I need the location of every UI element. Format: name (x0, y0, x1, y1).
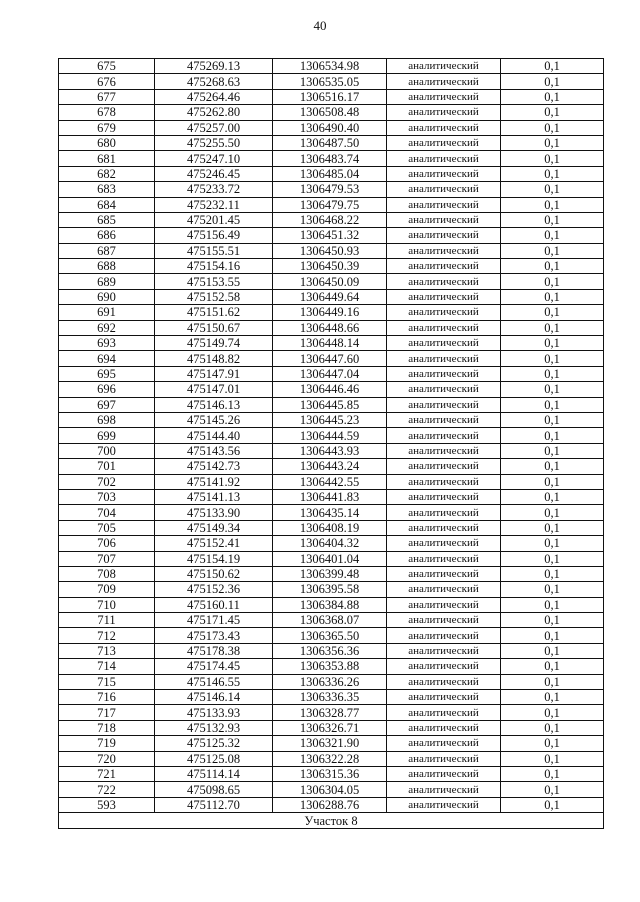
y-coordinate-cell: 1306447.60 (273, 351, 387, 366)
point-number-cell: 710 (59, 597, 155, 612)
accuracy-cell: 0,1 (501, 412, 604, 427)
accuracy-cell: 0,1 (501, 613, 604, 628)
method-cell: аналитический (387, 105, 501, 120)
point-number-cell: 721 (59, 766, 155, 781)
point-number-cell: 699 (59, 428, 155, 443)
point-number-cell: 706 (59, 536, 155, 551)
accuracy-cell: 0,1 (501, 59, 604, 74)
point-number-cell: 688 (59, 259, 155, 274)
y-coordinate-cell: 1306395.58 (273, 582, 387, 597)
point-number-cell: 715 (59, 674, 155, 689)
point-number-cell: 696 (59, 382, 155, 397)
y-coordinate-cell: 1306288.76 (273, 797, 387, 812)
x-coordinate-cell: 475255.50 (155, 135, 273, 150)
method-cell: аналитический (387, 320, 501, 335)
table-row (59, 597, 604, 612)
table-row (59, 259, 604, 274)
point-number-cell: 716 (59, 690, 155, 705)
y-coordinate-cell: 1306443.93 (273, 443, 387, 458)
y-coordinate-cell: 1306450.39 (273, 259, 387, 274)
y-coordinate-cell: 1306448.66 (273, 320, 387, 335)
accuracy-cell: 0,1 (501, 720, 604, 735)
table-row (59, 397, 604, 412)
point-number-cell: 695 (59, 366, 155, 381)
accuracy-cell: 0,1 (501, 120, 604, 135)
table-row (59, 536, 604, 551)
accuracy-cell: 0,1 (501, 582, 604, 597)
table-row (59, 797, 604, 812)
coordinates-table (58, 58, 604, 829)
accuracy-cell: 0,1 (501, 212, 604, 227)
y-coordinate-cell: 1306468.22 (273, 212, 387, 227)
table-row (59, 613, 604, 628)
table-row (59, 443, 604, 458)
method-cell: аналитический (387, 397, 501, 412)
point-number-cell: 685 (59, 212, 155, 227)
point-number-cell: 677 (59, 89, 155, 104)
x-coordinate-cell: 475155.51 (155, 243, 273, 258)
method-cell: аналитический (387, 228, 501, 243)
accuracy-cell: 0,1 (501, 151, 604, 166)
x-coordinate-cell: 475150.62 (155, 566, 273, 581)
point-number-cell: 678 (59, 105, 155, 120)
table-row (59, 628, 604, 643)
y-coordinate-cell: 1306368.07 (273, 613, 387, 628)
x-coordinate-cell: 475257.00 (155, 120, 273, 135)
method-cell: аналитический (387, 135, 501, 150)
table-row (59, 505, 604, 520)
point-number-cell: 712 (59, 628, 155, 643)
point-number-cell: 703 (59, 489, 155, 504)
section-label: Участок 8 (59, 813, 604, 829)
accuracy-cell: 0,1 (501, 351, 604, 366)
x-coordinate-cell: 475146.13 (155, 397, 273, 412)
table-row (59, 474, 604, 489)
y-coordinate-cell: 1306315.36 (273, 766, 387, 781)
method-cell: аналитический (387, 705, 501, 720)
point-number-cell: 693 (59, 336, 155, 351)
x-coordinate-cell: 475173.43 (155, 628, 273, 643)
table-row (59, 551, 604, 566)
accuracy-cell: 0,1 (501, 643, 604, 658)
table-row (59, 228, 604, 243)
accuracy-cell: 0,1 (501, 336, 604, 351)
y-coordinate-cell: 1306448.14 (273, 336, 387, 351)
point-number-cell: 680 (59, 135, 155, 150)
table-row (59, 243, 604, 258)
y-coordinate-cell: 1306401.04 (273, 551, 387, 566)
y-coordinate-cell: 1306451.32 (273, 228, 387, 243)
method-cell: аналитический (387, 305, 501, 320)
table-row (59, 182, 604, 197)
x-coordinate-cell: 475151.62 (155, 305, 273, 320)
method-cell: аналитический (387, 474, 501, 489)
accuracy-cell: 0,1 (501, 674, 604, 689)
y-coordinate-cell: 1306336.35 (273, 690, 387, 705)
point-number-cell: 709 (59, 582, 155, 597)
point-number-cell: 690 (59, 289, 155, 304)
accuracy-cell: 0,1 (501, 505, 604, 520)
accuracy-cell: 0,1 (501, 782, 604, 797)
point-number-cell: 713 (59, 643, 155, 658)
point-number-cell: 704 (59, 505, 155, 520)
method-cell: аналитический (387, 736, 501, 751)
method-cell: аналитический (387, 289, 501, 304)
method-cell: аналитический (387, 536, 501, 551)
point-number-cell: 714 (59, 659, 155, 674)
accuracy-cell: 0,1 (501, 520, 604, 535)
accuracy-cell: 0,1 (501, 274, 604, 289)
point-number-cell: 707 (59, 551, 155, 566)
accuracy-cell: 0,1 (501, 74, 604, 89)
x-coordinate-cell: 475233.72 (155, 182, 273, 197)
x-coordinate-cell: 475152.41 (155, 536, 273, 551)
point-number-cell: 708 (59, 566, 155, 581)
y-coordinate-cell: 1306447.04 (273, 366, 387, 381)
accuracy-cell: 0,1 (501, 705, 604, 720)
accuracy-cell: 0,1 (501, 182, 604, 197)
accuracy-cell: 0,1 (501, 135, 604, 150)
method-cell: аналитический (387, 151, 501, 166)
table-row (59, 520, 604, 535)
accuracy-cell: 0,1 (501, 320, 604, 335)
x-coordinate-cell: 475160.11 (155, 597, 273, 612)
table-row (59, 382, 604, 397)
accuracy-cell: 0,1 (501, 751, 604, 766)
x-coordinate-cell: 475125.08 (155, 751, 273, 766)
accuracy-cell: 0,1 (501, 228, 604, 243)
point-number-cell: 679 (59, 120, 155, 135)
y-coordinate-cell: 1306479.75 (273, 197, 387, 212)
method-cell: аналитический (387, 59, 501, 74)
y-coordinate-cell: 1306534.98 (273, 59, 387, 74)
x-coordinate-cell: 475146.55 (155, 674, 273, 689)
table-row (59, 366, 604, 381)
y-coordinate-cell: 1306322.28 (273, 751, 387, 766)
x-coordinate-cell: 475147.91 (155, 366, 273, 381)
y-coordinate-cell: 1306508.48 (273, 105, 387, 120)
y-coordinate-cell: 1306445.85 (273, 397, 387, 412)
y-coordinate-cell: 1306516.17 (273, 89, 387, 104)
accuracy-cell: 0,1 (501, 551, 604, 566)
table-row (59, 274, 604, 289)
accuracy-cell: 0,1 (501, 305, 604, 320)
x-coordinate-cell: 475154.16 (155, 259, 273, 274)
y-coordinate-cell: 1306384.88 (273, 597, 387, 612)
y-coordinate-cell: 1306450.09 (273, 274, 387, 289)
table-row (59, 212, 604, 227)
table-row (59, 135, 604, 150)
x-coordinate-cell: 475264.46 (155, 89, 273, 104)
table-row (59, 705, 604, 720)
point-number-cell: 675 (59, 59, 155, 74)
table-row (59, 351, 604, 366)
method-cell: аналитический (387, 643, 501, 658)
section-row (59, 813, 604, 829)
x-coordinate-cell: 475156.49 (155, 228, 273, 243)
point-number-cell: 711 (59, 613, 155, 628)
method-cell: аналитический (387, 212, 501, 227)
x-coordinate-cell: 475201.45 (155, 212, 273, 227)
table-row (59, 566, 604, 581)
page-number: 40 (313, 18, 327, 33)
point-number-cell: 702 (59, 474, 155, 489)
table-row (59, 643, 604, 658)
method-cell: аналитический (387, 197, 501, 212)
method-cell: аналитический (387, 120, 501, 135)
y-coordinate-cell: 1306535.05 (273, 74, 387, 89)
x-coordinate-cell: 475232.11 (155, 197, 273, 212)
x-coordinate-cell: 475145.26 (155, 412, 273, 427)
method-cell: аналитический (387, 582, 501, 597)
accuracy-cell: 0,1 (501, 736, 604, 751)
x-coordinate-cell: 475153.55 (155, 274, 273, 289)
method-cell: аналитический (387, 797, 501, 812)
method-cell: аналитический (387, 428, 501, 443)
method-cell: аналитический (387, 720, 501, 735)
point-number-cell: 718 (59, 720, 155, 735)
accuracy-cell: 0,1 (501, 197, 604, 212)
y-coordinate-cell: 1306444.59 (273, 428, 387, 443)
x-coordinate-cell: 475152.36 (155, 582, 273, 597)
method-cell: аналитический (387, 782, 501, 797)
x-coordinate-cell: 475112.70 (155, 797, 273, 812)
x-coordinate-cell: 475133.90 (155, 505, 273, 520)
x-coordinate-cell: 475143.56 (155, 443, 273, 458)
point-number-cell: 683 (59, 182, 155, 197)
accuracy-cell: 0,1 (501, 243, 604, 258)
accuracy-cell: 0,1 (501, 428, 604, 443)
accuracy-cell: 0,1 (501, 597, 604, 612)
method-cell: аналитический (387, 412, 501, 427)
point-number-cell: 684 (59, 197, 155, 212)
method-cell: аналитический (387, 259, 501, 274)
y-coordinate-cell: 1306356.36 (273, 643, 387, 658)
x-coordinate-cell: 475269.13 (155, 59, 273, 74)
y-coordinate-cell: 1306446.46 (273, 382, 387, 397)
table-row (59, 428, 604, 443)
x-coordinate-cell: 475141.13 (155, 489, 273, 504)
x-coordinate-cell: 475144.40 (155, 428, 273, 443)
point-number-cell: 698 (59, 412, 155, 427)
x-coordinate-cell: 475149.74 (155, 336, 273, 351)
x-coordinate-cell: 475171.45 (155, 613, 273, 628)
point-number-cell: 691 (59, 305, 155, 320)
y-coordinate-cell: 1306399.48 (273, 566, 387, 581)
method-cell: аналитический (387, 382, 501, 397)
y-coordinate-cell: 1306304.05 (273, 782, 387, 797)
x-coordinate-cell: 475141.92 (155, 474, 273, 489)
coordinates-table-body (59, 59, 604, 813)
method-cell: аналитический (387, 628, 501, 643)
method-cell: аналитический (387, 366, 501, 381)
method-cell: аналитический (387, 489, 501, 504)
accuracy-cell: 0,1 (501, 797, 604, 812)
point-number-cell: 705 (59, 520, 155, 535)
accuracy-cell: 0,1 (501, 766, 604, 781)
accuracy-cell: 0,1 (501, 443, 604, 458)
y-coordinate-cell: 1306449.64 (273, 289, 387, 304)
x-coordinate-cell: 475125.32 (155, 736, 273, 751)
x-coordinate-cell: 475247.10 (155, 151, 273, 166)
method-cell: аналитический (387, 690, 501, 705)
point-number-cell: 701 (59, 459, 155, 474)
table-row (59, 74, 604, 89)
point-number-cell: 719 (59, 736, 155, 751)
y-coordinate-cell: 1306445.23 (273, 412, 387, 427)
table-row (59, 305, 604, 320)
x-coordinate-cell: 475133.93 (155, 705, 273, 720)
x-coordinate-cell: 475147.01 (155, 382, 273, 397)
method-cell: аналитический (387, 566, 501, 581)
table-row (59, 751, 604, 766)
method-cell: аналитический (387, 459, 501, 474)
y-coordinate-cell: 1306353.88 (273, 659, 387, 674)
y-coordinate-cell: 1306435.14 (273, 505, 387, 520)
accuracy-cell: 0,1 (501, 536, 604, 551)
x-coordinate-cell: 475098.65 (155, 782, 273, 797)
table-row (59, 59, 604, 74)
method-cell: аналитический (387, 182, 501, 197)
table-row (59, 120, 604, 135)
method-cell: аналитический (387, 766, 501, 781)
method-cell: аналитический (387, 351, 501, 366)
y-coordinate-cell: 1306404.32 (273, 536, 387, 551)
accuracy-cell: 0,1 (501, 459, 604, 474)
x-coordinate-cell: 475114.14 (155, 766, 273, 781)
table-row (59, 197, 604, 212)
table-row (59, 151, 604, 166)
table-row (59, 489, 604, 504)
point-number-cell: 717 (59, 705, 155, 720)
method-cell: аналитический (387, 166, 501, 181)
method-cell: аналитический (387, 597, 501, 612)
y-coordinate-cell: 1306441.83 (273, 489, 387, 504)
table-row (59, 674, 604, 689)
point-number-cell: 593 (59, 797, 155, 812)
accuracy-cell: 0,1 (501, 628, 604, 643)
y-coordinate-cell: 1306487.50 (273, 135, 387, 150)
x-coordinate-cell: 475178.38 (155, 643, 273, 658)
accuracy-cell: 0,1 (501, 366, 604, 381)
point-number-cell: 682 (59, 166, 155, 181)
y-coordinate-cell: 1306490.40 (273, 120, 387, 135)
accuracy-cell: 0,1 (501, 105, 604, 120)
y-coordinate-cell: 1306326.71 (273, 720, 387, 735)
accuracy-cell: 0,1 (501, 289, 604, 304)
method-cell: аналитический (387, 674, 501, 689)
table-row (59, 690, 604, 705)
table-row (59, 166, 604, 181)
table-row (59, 289, 604, 304)
y-coordinate-cell: 1306408.19 (273, 520, 387, 535)
y-coordinate-cell: 1306328.77 (273, 705, 387, 720)
table-row (59, 782, 604, 797)
table-row (59, 720, 604, 735)
y-coordinate-cell: 1306443.24 (273, 459, 387, 474)
point-number-cell: 694 (59, 351, 155, 366)
method-cell: аналитический (387, 243, 501, 258)
method-cell: аналитический (387, 751, 501, 766)
point-number-cell: 722 (59, 782, 155, 797)
accuracy-cell: 0,1 (501, 566, 604, 581)
method-cell: аналитический (387, 613, 501, 628)
table-row (59, 659, 604, 674)
x-coordinate-cell: 475148.82 (155, 351, 273, 366)
accuracy-cell: 0,1 (501, 89, 604, 104)
point-number-cell: 720 (59, 751, 155, 766)
point-number-cell: 687 (59, 243, 155, 258)
x-coordinate-cell: 475154.19 (155, 551, 273, 566)
x-coordinate-cell: 475142.73 (155, 459, 273, 474)
table-row (59, 320, 604, 335)
x-coordinate-cell: 475149.34 (155, 520, 273, 535)
point-number-cell: 692 (59, 320, 155, 335)
accuracy-cell: 0,1 (501, 690, 604, 705)
point-number-cell: 697 (59, 397, 155, 412)
y-coordinate-cell: 1306450.93 (273, 243, 387, 258)
method-cell: аналитический (387, 551, 501, 566)
accuracy-cell: 0,1 (501, 474, 604, 489)
method-cell: аналитический (387, 443, 501, 458)
table-row (59, 89, 604, 104)
x-coordinate-cell: 475174.45 (155, 659, 273, 674)
method-cell: аналитический (387, 74, 501, 89)
table-row (59, 105, 604, 120)
accuracy-cell: 0,1 (501, 259, 604, 274)
accuracy-cell: 0,1 (501, 659, 604, 674)
accuracy-cell: 0,1 (501, 166, 604, 181)
method-cell: аналитический (387, 89, 501, 104)
accuracy-cell: 0,1 (501, 489, 604, 504)
table-row (59, 736, 604, 751)
y-coordinate-cell: 1306365.50 (273, 628, 387, 643)
x-coordinate-cell: 475132.93 (155, 720, 273, 735)
point-number-cell: 689 (59, 274, 155, 289)
table-row (59, 459, 604, 474)
y-coordinate-cell: 1306449.16 (273, 305, 387, 320)
accuracy-cell: 0,1 (501, 382, 604, 397)
x-coordinate-cell: 475146.14 (155, 690, 273, 705)
method-cell: аналитический (387, 659, 501, 674)
x-coordinate-cell: 475152.58 (155, 289, 273, 304)
x-coordinate-cell: 475150.67 (155, 320, 273, 335)
y-coordinate-cell: 1306442.55 (273, 474, 387, 489)
table-row (59, 582, 604, 597)
y-coordinate-cell: 1306479.53 (273, 182, 387, 197)
y-coordinate-cell: 1306483.74 (273, 151, 387, 166)
point-number-cell: 676 (59, 74, 155, 89)
point-number-cell: 700 (59, 443, 155, 458)
x-coordinate-cell: 475246.45 (155, 166, 273, 181)
accuracy-cell: 0,1 (501, 397, 604, 412)
x-coordinate-cell: 475262.80 (155, 105, 273, 120)
y-coordinate-cell: 1306336.26 (273, 674, 387, 689)
table-row (59, 336, 604, 351)
x-coordinate-cell: 475268.63 (155, 74, 273, 89)
method-cell: аналитический (387, 274, 501, 289)
table-row (59, 412, 604, 427)
table-row (59, 766, 604, 781)
y-coordinate-cell: 1306485.04 (273, 166, 387, 181)
point-number-cell: 686 (59, 228, 155, 243)
y-coordinate-cell: 1306321.90 (273, 736, 387, 751)
method-cell: аналитический (387, 336, 501, 351)
method-cell: аналитический (387, 505, 501, 520)
method-cell: аналитический (387, 520, 501, 535)
point-number-cell: 681 (59, 151, 155, 166)
